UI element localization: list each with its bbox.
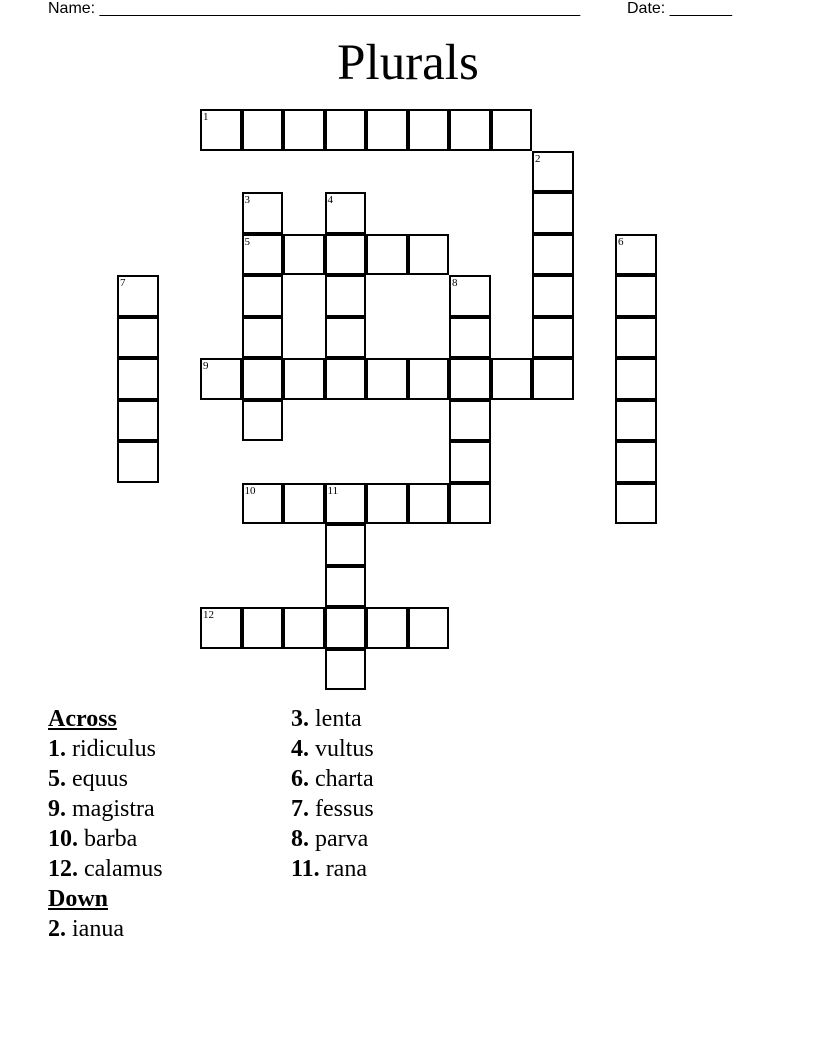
crossword-cell[interactable] <box>408 234 450 276</box>
crossword-cell[interactable] <box>242 483 284 525</box>
clue-number: 11. <box>291 856 320 882</box>
crossword-cell[interactable] <box>449 109 491 151</box>
down-clue <box>291 734 374 764</box>
page-title: Plurals <box>337 35 479 91</box>
across-clue-list <box>48 734 163 884</box>
crossword-cell[interactable] <box>449 358 491 400</box>
crossword-cell[interactable] <box>325 234 367 276</box>
cell-clue-number: 2 <box>535 152 541 165</box>
clue-number: 6. <box>291 766 309 792</box>
crossword-cell[interactable] <box>449 483 491 525</box>
cell-clue-number: 6 <box>618 235 624 248</box>
crossword-cell[interactable] <box>117 441 159 483</box>
crossword-cell[interactable] <box>532 192 574 234</box>
crossword-cell[interactable] <box>325 649 367 691</box>
clue-number: 9. <box>48 796 66 822</box>
down-clue <box>291 794 374 824</box>
across-clue <box>48 824 163 854</box>
clue-text: lenta <box>315 706 362 732</box>
crossword-cell[interactable] <box>325 192 367 234</box>
crossword-cell[interactable] <box>325 317 367 359</box>
clue-text: barba <box>84 826 138 852</box>
crossword-cell[interactable] <box>532 234 574 276</box>
across-clue <box>48 794 163 824</box>
crossword-cell[interactable] <box>200 358 242 400</box>
down-clue <box>48 914 163 944</box>
across-clue <box>48 764 163 794</box>
crossword-cell[interactable] <box>449 400 491 442</box>
crossword-cell[interactable] <box>242 358 284 400</box>
clue-number: 7. <box>291 796 309 822</box>
cell-clue-number: 3 <box>244 194 250 206</box>
down-heading: Down <box>48 886 109 912</box>
clue-text: rana <box>325 856 367 882</box>
cell-clue-number: 1 <box>203 111 209 123</box>
cell-clue-number: 5 <box>244 235 250 248</box>
clue-number: 3. <box>291 706 309 732</box>
crossword-cell[interactable] <box>366 483 408 525</box>
clue-text: parva <box>315 826 369 852</box>
crossword-cell[interactable] <box>117 358 159 400</box>
crossword-cell[interactable] <box>200 607 242 649</box>
crossword-cell[interactable] <box>200 109 242 151</box>
crossword-cell[interactable] <box>325 358 367 400</box>
crossword-cell[interactable] <box>283 607 325 649</box>
down-clue <box>291 824 374 854</box>
cell-clue-number: 11 <box>327 484 339 497</box>
crossword-cell[interactable] <box>283 483 325 525</box>
clue-text: magistra <box>72 796 155 822</box>
crossword-cell[interactable] <box>532 317 574 359</box>
crossword-cell[interactable] <box>117 317 159 359</box>
crossword-cell[interactable] <box>532 275 574 317</box>
date-field-label: Date: _______ <box>627 0 732 17</box>
crossword-cell[interactable] <box>532 151 574 193</box>
crossword-cell[interactable] <box>491 358 533 400</box>
cell-clue-number: 9 <box>203 360 209 372</box>
crossword-cell[interactable] <box>242 400 284 442</box>
down-clue-list-part2 <box>291 704 374 884</box>
crossword-cell[interactable] <box>242 109 284 151</box>
crossword-cell[interactable] <box>615 234 657 276</box>
crossword-cell[interactable] <box>366 109 408 151</box>
crossword-cell[interactable] <box>283 234 325 276</box>
across-heading: Across <box>48 706 117 732</box>
down-clue-list-part1 <box>48 914 163 944</box>
clue-number: 4. <box>291 736 309 762</box>
crossword-cell[interactable] <box>408 358 450 400</box>
across-clue <box>48 854 163 884</box>
crossword-cell[interactable] <box>242 275 284 317</box>
down-clue <box>291 764 374 794</box>
crossword-cell[interactable] <box>408 109 450 151</box>
crossword-cell[interactable] <box>615 400 657 442</box>
crossword-cell[interactable] <box>242 317 284 359</box>
clue-text: calamus <box>84 856 163 882</box>
cell-clue-number: 8 <box>452 277 458 289</box>
across-clue <box>48 734 163 764</box>
clue-number: 8. <box>291 826 309 852</box>
crossword-cell[interactable] <box>325 607 367 649</box>
crossword-cell[interactable] <box>325 275 367 317</box>
clue-number: 2. <box>48 916 66 942</box>
name-field-label: Name: ______________________________________________________ <box>48 0 581 17</box>
clue-text: vultus <box>315 736 374 762</box>
crossword-cell[interactable] <box>366 607 408 649</box>
crossword-cell[interactable] <box>491 109 533 151</box>
clue-text: fessus <box>315 796 374 822</box>
cell-clue-number: 10 <box>244 484 256 497</box>
down-clue <box>291 854 374 884</box>
cell-clue-number: 4 <box>327 194 333 206</box>
crossword-cell[interactable] <box>325 483 367 525</box>
clues-column-left <box>48 704 163 944</box>
clue-number: 5. <box>48 766 66 792</box>
crossword-cell[interactable] <box>449 317 491 359</box>
crossword-cell[interactable] <box>366 358 408 400</box>
crossword-cell[interactable] <box>242 234 284 276</box>
crossword-cell[interactable] <box>283 109 325 151</box>
clue-text: charta <box>315 766 374 792</box>
crossword-cell[interactable] <box>117 400 159 442</box>
crossword-cell[interactable] <box>325 109 367 151</box>
crossword-cell[interactable] <box>242 607 284 649</box>
crossword-cell[interactable] <box>615 441 657 483</box>
crossword-cell[interactable] <box>615 483 657 525</box>
crossword-cell[interactable] <box>449 275 491 317</box>
clues-column-right <box>291 704 374 884</box>
crossword-cell[interactable] <box>242 192 284 234</box>
down-clue <box>291 704 374 734</box>
clue-text: ridiculus <box>72 736 156 762</box>
crossword-cell[interactable] <box>615 317 657 359</box>
crossword-cell[interactable] <box>366 234 408 276</box>
crossword-cell[interactable] <box>615 275 657 317</box>
crossword-cell[interactable] <box>408 607 450 649</box>
clue-number: 12. <box>48 856 78 882</box>
crossword-cell[interactable] <box>117 275 159 317</box>
cell-clue-number: 12 <box>203 609 214 621</box>
clue-text: equus <box>72 766 128 792</box>
crossword-cell[interactable] <box>615 358 657 400</box>
crossword-cell[interactable] <box>325 566 367 608</box>
clue-number: 1. <box>48 736 66 762</box>
crossword-cell[interactable] <box>283 358 325 400</box>
clue-text: ianua <box>72 916 124 942</box>
cell-clue-number: 7 <box>120 277 126 289</box>
crossword-cell[interactable] <box>408 483 450 525</box>
crossword-cell[interactable] <box>325 524 367 566</box>
crossword-cell[interactable] <box>532 358 574 400</box>
clue-number: 10. <box>48 826 78 852</box>
crossword-cell[interactable] <box>449 441 491 483</box>
